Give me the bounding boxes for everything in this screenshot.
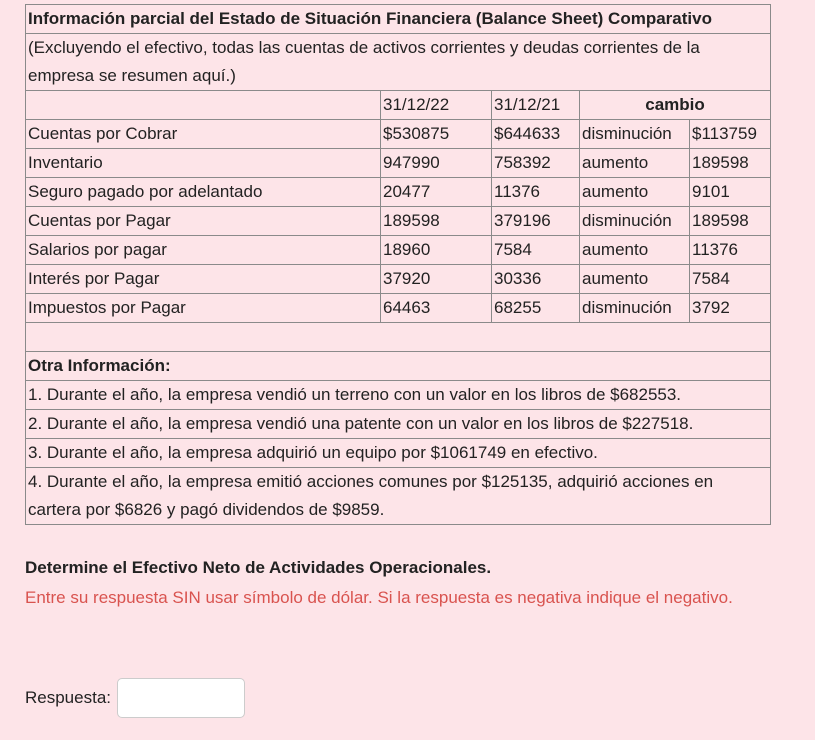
table-title-row [26, 5, 771, 34]
balance-sheet-table [25, 4, 771, 525]
answer-row [25, 678, 245, 718]
other-info-row [26, 468, 771, 525]
value-2022: 64463 [381, 294, 492, 323]
table-row [26, 236, 771, 265]
value-2022: 189598 [381, 207, 492, 236]
value-2022: 37920 [381, 265, 492, 294]
other-info-row [26, 439, 771, 468]
answer-input[interactable] [117, 678, 245, 718]
other-info-row [26, 381, 771, 410]
change-amount: 189598 [690, 207, 771, 236]
header-empty [26, 91, 381, 120]
table-row [26, 120, 771, 149]
value-2021: 30336 [492, 265, 580, 294]
change-direction: aumento [580, 178, 690, 207]
change-direction: aumento [580, 149, 690, 178]
value-2021: 7584 [492, 236, 580, 265]
value-2021: 68255 [492, 294, 580, 323]
value-2022: 20477 [381, 178, 492, 207]
question-title: Determine el Efectivo Neto de Actividades Operacionales. [25, 558, 492, 577]
change-amount: 9101 [690, 178, 771, 207]
other-info-item: 3. Durante el año, la empresa adquirió un equipo por $1061749 en efectivo. [26, 439, 771, 468]
account-name: Seguro pagado por adelantado [26, 178, 381, 207]
account-name: Inventario [26, 149, 381, 178]
value-2021: 11376 [492, 178, 580, 207]
table-row [26, 265, 771, 294]
account-name: Cuentas por Cobrar [26, 120, 381, 149]
value-2022: 947990 [381, 149, 492, 178]
account-name: Interés por Pagar [26, 265, 381, 294]
value-2021: 758392 [492, 149, 580, 178]
change-amount: 7584 [690, 265, 771, 294]
table-title: Información parcial del Estado de Situación Financiera (Balance Sheet) Comparativo [26, 5, 771, 34]
change-amount: 11376 [690, 236, 771, 265]
balance-sheet-section [25, 4, 770, 525]
other-info-item: 1. Durante el año, la empresa vendió un terreno con un valor en los libros de $682553. [26, 381, 771, 410]
table-note-row [26, 34, 771, 91]
table-note: (Excluyendo el efectivo, todas las cuentas de activos corrientes y deudas corrientes de la empresa se resumen aquí.) [26, 34, 771, 91]
change-direction: aumento [580, 236, 690, 265]
value-2021: $644633 [492, 120, 580, 149]
account-name: Cuentas por Pagar [26, 207, 381, 236]
value-2021: 379196 [492, 207, 580, 236]
other-info-title: Otra Información: [26, 352, 771, 381]
header-2021: 31/12/21 [492, 91, 580, 120]
change-amount: $113759 [690, 120, 771, 149]
spacer-cell [26, 323, 771, 352]
change-amount: 189598 [690, 149, 771, 178]
change-amount: 3792 [690, 294, 771, 323]
value-2022: $530875 [381, 120, 492, 149]
other-info-item: 2. Durante el año, la empresa vendió una patente con un valor en los libros de $227518. [26, 410, 771, 439]
table-row [26, 207, 771, 236]
value-2022: 18960 [381, 236, 492, 265]
account-name: Salarios por pagar [26, 236, 381, 265]
change-direction: disminución [580, 120, 690, 149]
change-direction: aumento [580, 265, 690, 294]
header-change: cambio [580, 91, 771, 120]
other-info-row [26, 410, 771, 439]
spacer-row [26, 323, 771, 352]
change-direction: disminución [580, 207, 690, 236]
table-row [26, 178, 771, 207]
header-2022: 31/12/22 [381, 91, 492, 120]
account-name: Impuestos por Pagar [26, 294, 381, 323]
other-info-title-row [26, 352, 771, 381]
question-hint: Entre su respuesta SIN usar símbolo de dólar. Si la respuesta es negativa indique el negativo. [25, 588, 733, 607]
table-header-row [26, 91, 771, 120]
table-row [26, 294, 771, 323]
answer-label: Respuesta: [25, 688, 111, 707]
table-row [26, 149, 771, 178]
change-direction: disminución [580, 294, 690, 323]
question-block [25, 555, 785, 613]
other-info-item: 4. Durante el año, la empresa emitió acciones comunes por $125135, adquirió acciones en cartera por $6826 y pagó dividendos de $9859. [26, 468, 771, 525]
